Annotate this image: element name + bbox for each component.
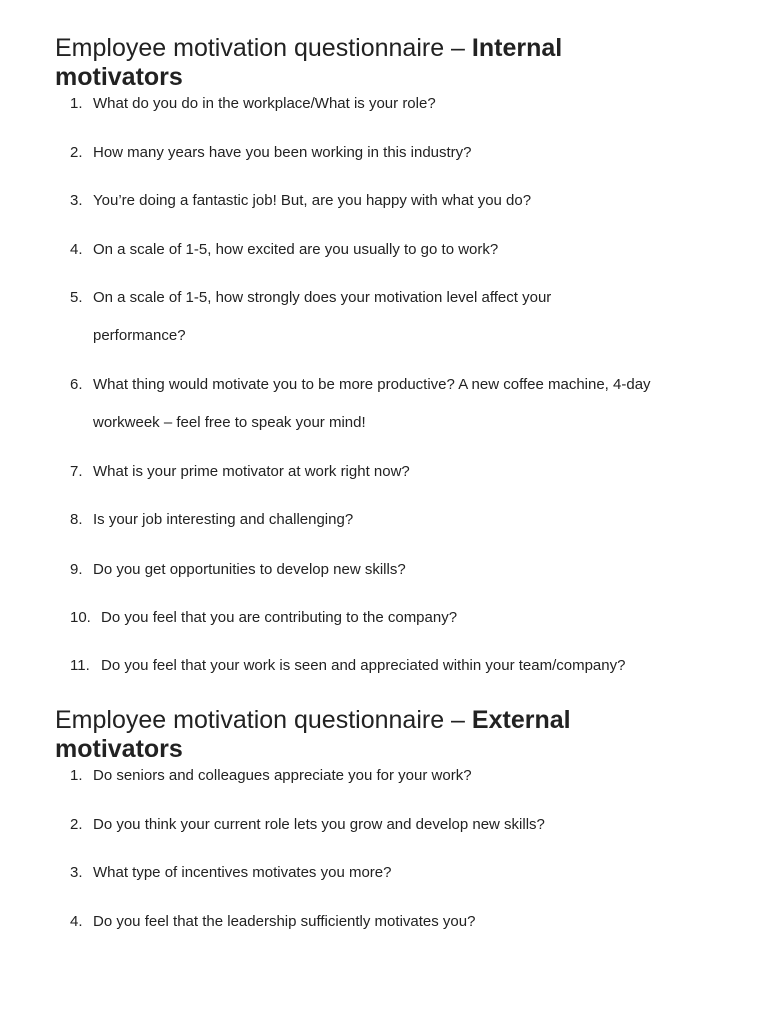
item-number: 3. — [70, 864, 83, 881]
item-text: On a scale of 1-5, how strongly does your motivation level affect your performance? — [93, 289, 552, 344]
external-section-title — [55, 706, 745, 764]
item-number: 2. — [70, 816, 83, 833]
internal-title-emphasis-line2: motivators — [55, 63, 183, 91]
item-number: 5. — [70, 289, 83, 306]
item-text: What do you do in the workplace/What is your role? — [93, 95, 436, 112]
item-text: Is your job interesting and challenging? — [93, 511, 354, 528]
item-number: 9. — [70, 561, 83, 578]
item-number: 3. — [70, 192, 83, 209]
external-title-emphasis-line2: motivators — [55, 735, 183, 763]
item-number: 1. — [70, 95, 83, 112]
item-text: Do seniors and colleagues appreciate you for your work? — [93, 767, 472, 784]
item-number: 11. — [70, 657, 90, 674]
internal-title-emphasis: Internal — [471, 34, 563, 62]
item-number: 10. — [70, 609, 91, 626]
item-text: What type of incentives motivates you more? — [93, 864, 392, 881]
item-number: 6. — [70, 376, 83, 393]
item-number: 2. — [70, 144, 83, 161]
item-text: Do you feel that the leadership sufficiently motivates you? — [93, 913, 476, 930]
item-text: What thing would motivate you to be more productive? A new coffee machine, 4-day workweek – feel free to speak your mind! — [93, 376, 651, 431]
item-text: You’re doing a fantastic job! But, are you happy with what you do? — [93, 192, 532, 209]
item-text: How many years have you been working in this industry? — [93, 144, 472, 161]
item-number: 7. — [70, 463, 83, 480]
item-text: Do you get opportunities to develop new skills? — [93, 561, 406, 578]
item-text: What is your prime motivator at work right now? — [93, 463, 410, 480]
external-title-prefix: Employee motivation questionnaire – — [55, 706, 472, 734]
item-text: On a scale of 1-5, how excited are you usually to go to work? — [93, 241, 499, 258]
internal-title-prefix: Employee motivation questionnaire – — [55, 34, 472, 62]
item-number: 8. — [70, 511, 83, 528]
item-number: 4. — [70, 913, 83, 930]
item-text: Do you feel that you are contributing to the company? — [101, 609, 458, 626]
item-text: Do you feel that your work is seen and appreciated within your team/company? — [101, 657, 626, 674]
item-number: 1. — [70, 767, 83, 784]
item-number: 4. — [70, 241, 83, 258]
internal-section-title — [55, 34, 745, 92]
item-text: Do you think your current role lets you grow and develop new skills? — [93, 816, 545, 833]
external-title-emphasis: External — [471, 706, 571, 734]
